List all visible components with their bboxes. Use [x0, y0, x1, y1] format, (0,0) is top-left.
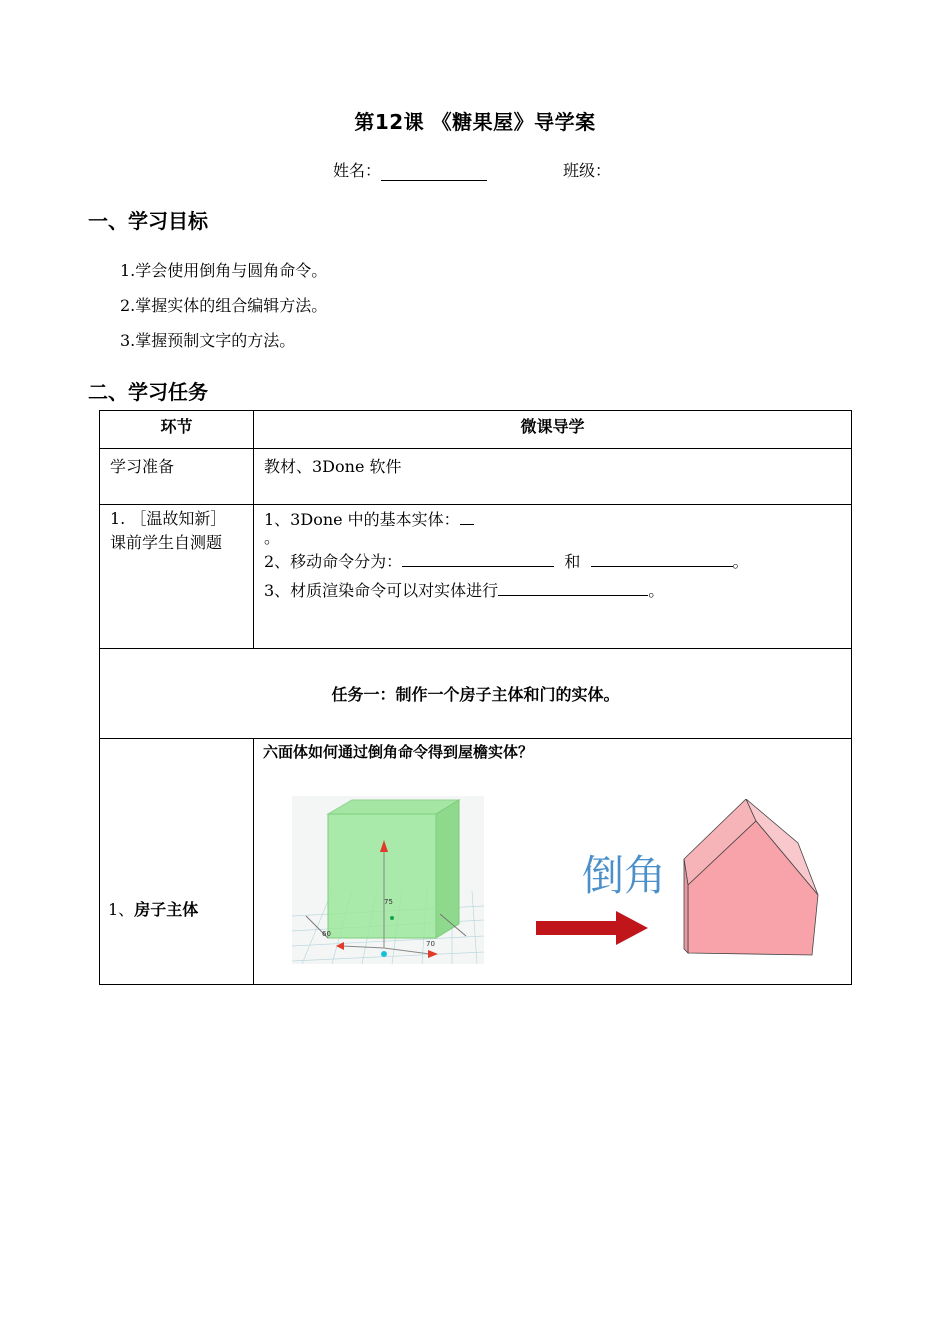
table-row [100, 739, 852, 985]
dim-depth: 60 [322, 930, 331, 938]
q2-text: 2、移动命令分为： [264, 552, 403, 571]
review-stage-line1: 1. ［温故知新］ [110, 509, 227, 528]
objective-item: 2.掌握实体的组合编辑方法。 [120, 296, 328, 315]
house-stage-label: 房子主体 [134, 900, 199, 919]
house-question: 六面体如何通过倒角命令得到屋檐实体？ [263, 743, 534, 761]
q2-end: 。 [732, 552, 749, 571]
prep-content: 教材、3Done 软件 [254, 449, 852, 505]
house-content [254, 739, 852, 985]
header-stage: 环节 [100, 411, 254, 449]
review-questions [254, 505, 852, 649]
chamfer-label: 倒角 [582, 851, 667, 900]
objective-item: 1.学会使用倒角与圆角命令。 [120, 261, 328, 280]
name-field [333, 158, 487, 181]
dim-width: 70 [426, 940, 435, 948]
task-table [99, 410, 852, 985]
section-heading-objectives: 一、学习目标 [88, 209, 208, 233]
table-row [100, 449, 852, 505]
q2-blank-1[interactable] [402, 550, 554, 567]
header-guide: 微课导学 [254, 411, 852, 449]
house-stage-prefix: 1、 [108, 900, 135, 919]
q1-text: 1、3Done 中的基本实体： [264, 510, 460, 529]
task1-heading: 任务一：制作一个房子主体和门的实体。 [100, 649, 852, 739]
class-label: 班级： [563, 161, 612, 180]
table-header-row [100, 411, 852, 449]
name-blank[interactable] [381, 162, 487, 181]
page-title: 第12课 《糖果屋》导学案 [354, 110, 596, 134]
q2-and: 和 [564, 552, 581, 571]
q2-blank-2[interactable] [591, 550, 733, 567]
name-label: 姓名： [333, 161, 382, 180]
table-row [100, 649, 852, 739]
section-heading-tasks: 二、学习任务 [88, 380, 208, 404]
review-stage [100, 505, 254, 649]
table-row [100, 505, 852, 649]
right-arrow-icon [536, 911, 648, 945]
prep-stage: 学习准备 [100, 449, 254, 505]
review-stage-line2: 课前学生自测题 [110, 533, 223, 552]
review-q2 [264, 549, 841, 575]
q3-blank[interactable] [498, 579, 648, 596]
q3-text: 3、材质渲染命令可以对实体进行 [264, 581, 499, 600]
house-stage [100, 739, 254, 985]
review-q3 [264, 578, 841, 604]
objective-item: 3.掌握预制文字的方法。 [120, 331, 296, 350]
q1-end: 。 [264, 528, 281, 547]
house-icon [680, 799, 822, 961]
cube-image [292, 796, 484, 964]
dim-height: 75 [384, 898, 393, 906]
q3-end: 。 [648, 581, 665, 600]
q1-blank[interactable] [460, 508, 474, 525]
